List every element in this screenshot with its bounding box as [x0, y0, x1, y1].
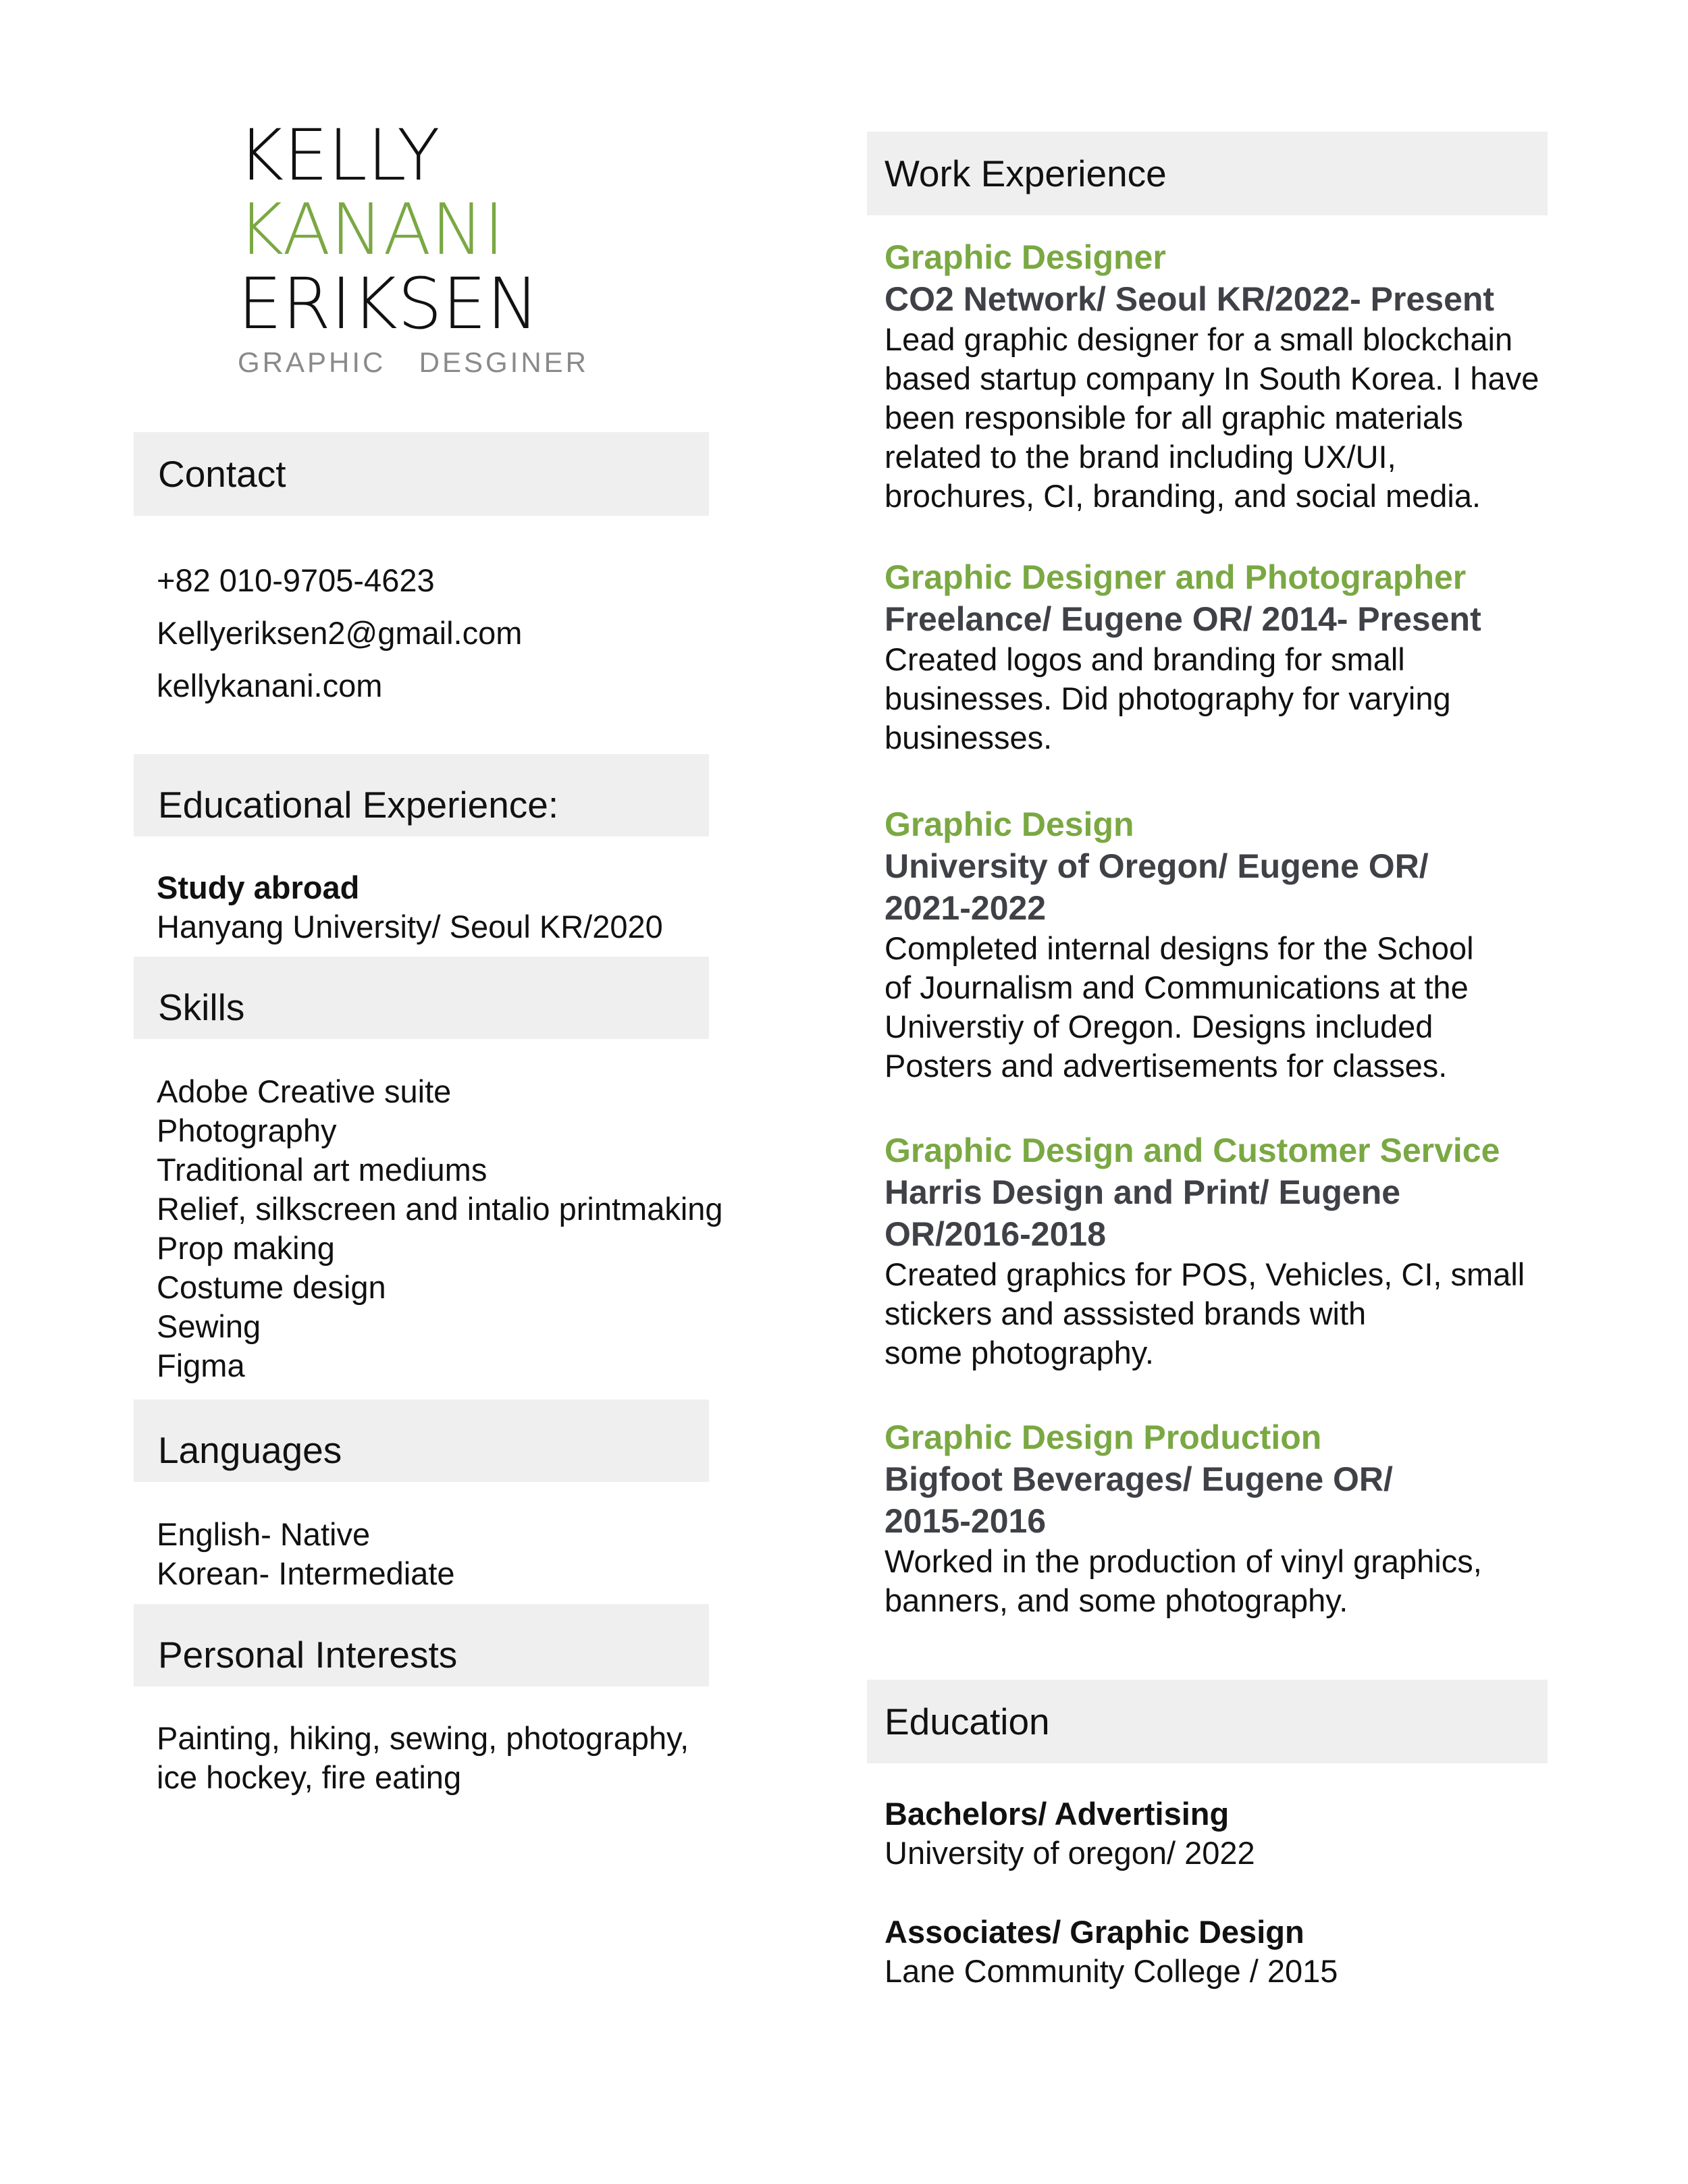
job-entry: [885, 1129, 1546, 1373]
job-description-line: businesses. Did photography for varying: [885, 681, 1451, 716]
work-experience-heading-label: Work Experience: [885, 153, 1167, 194]
personal-interests-text: [157, 1719, 689, 1797]
study-abroad-detail: Hanyang University/ Seoul KR/2020: [157, 909, 663, 944]
job-company-line: 2015-2016: [885, 1502, 1047, 1540]
study-abroad-program: Study abroad: [157, 870, 360, 905]
language-item: Korean- Intermediate: [157, 1555, 455, 1591]
job-company-line: 2021-2022: [885, 889, 1047, 927]
job-role: Graphic Design Production: [885, 1418, 1322, 1456]
skill-item: Figma: [157, 1348, 245, 1383]
job-company: [885, 1171, 1546, 1255]
job-description-line: Created logos and branding for small: [885, 641, 1405, 677]
job-company-line: CO2 Network/ Seoul KR/2022- Present: [885, 280, 1495, 318]
education-entry: [885, 1794, 1255, 1873]
languages-heading-label: Languages: [158, 1429, 342, 1471]
job-role: Graphic Designer and Photographer: [885, 558, 1467, 596]
education-school: University of oregon/ 2022: [885, 1835, 1255, 1871]
skills-heading: [134, 957, 709, 1039]
job-description-line: Created graphics for POS, Vehicles, CI, small: [885, 1256, 1525, 1292]
personal-interests-heading: [134, 1604, 709, 1686]
skill-item: Traditional art mediums: [157, 1152, 487, 1188]
job-description-line: Universtiy of Oregon. Designs included: [885, 1009, 1433, 1044]
job-company-line: Harris Design and Print/ Eugene: [885, 1173, 1401, 1211]
job-description-line: banners, and some photography.: [885, 1582, 1348, 1618]
job-description-line: brochures, CI, branding, and social media.: [885, 478, 1481, 514]
personal-interests-heading-label: Personal Interests: [158, 1634, 458, 1676]
job-role: Graphic Designer: [885, 238, 1166, 276]
job-title: GRAPHIC DESGINER: [238, 346, 589, 378]
skill-item: Costume design: [157, 1269, 386, 1305]
job-description: [885, 640, 1546, 757]
contact-website: kellykanani.com: [157, 668, 383, 703]
job-description-line: Completed internal designs for the School: [885, 930, 1474, 966]
job-description-line: some photography.: [885, 1335, 1154, 1370]
job-description-line: based startup company In South Korea. I have: [885, 361, 1539, 396]
job-description-line: Lead graphic designer for a small blockchain: [885, 321, 1513, 357]
job-description: [885, 929, 1546, 1086]
contact-email: Kellyeriksen2@gmail.com: [157, 615, 523, 651]
job-entry: [885, 803, 1546, 1086]
job-entry: [885, 236, 1546, 516]
educational-experience-heading: [134, 754, 709, 836]
job-description-line: Posters and advertisements for classes.: [885, 1048, 1448, 1084]
languages-list: [157, 1515, 455, 1593]
skills-heading-label: Skills: [158, 986, 245, 1028]
job-role: Graphic Design and Customer Service: [885, 1131, 1500, 1169]
contact-phone: +82 010-9705-4623: [157, 562, 435, 598]
education-heading-label: Education: [885, 1701, 1050, 1742]
job-company: [885, 278, 1546, 320]
job-description: [885, 320, 1546, 516]
education-degree: Bachelors/ Advertising: [885, 1796, 1230, 1832]
educational-experience-heading-label: Educational Experience:: [158, 784, 559, 826]
contact-heading: [134, 432, 709, 516]
job-role: Graphic Design: [885, 805, 1134, 843]
education-school: Lane Community College / 2015: [885, 1953, 1338, 1989]
name-first: KELLY: [238, 114, 440, 196]
job-company: [885, 1458, 1546, 1542]
education-degree: Associates/ Graphic Design: [885, 1914, 1304, 1950]
job-company-line: Freelance/ Eugene OR/ 2014- Present: [885, 600, 1481, 638]
interests-line: Painting, hiking, sewing, photography,: [157, 1720, 689, 1756]
job-description-line: stickers and asssisted brands with: [885, 1296, 1367, 1331]
job-entry: [885, 556, 1546, 757]
skill-item: Prop making: [157, 1230, 335, 1266]
job-description: [885, 1542, 1546, 1620]
job-description-line: businesses.: [885, 720, 1053, 755]
job-company-line: University of Oregon/ Eugene OR/: [885, 847, 1429, 885]
job-description-line: related to the brand including UX/UI,: [885, 439, 1396, 475]
skills-list: [157, 1072, 723, 1385]
job-description-line: of Journalism and Communications at the: [885, 969, 1469, 1005]
job-description-line: Worked in the production of vinyl graphics,: [885, 1543, 1482, 1579]
job-entry: [885, 1416, 1546, 1620]
education-heading: [867, 1680, 1548, 1763]
job-company-line: OR/2016-2018: [885, 1215, 1107, 1253]
skill-item: Sewing: [157, 1308, 261, 1344]
job-company-line: Bigfoot Beverages/ Eugene OR/: [885, 1460, 1393, 1498]
skill-item: Relief, silkscreen and intalio printmaking: [157, 1191, 723, 1227]
job-description-line: been responsible for all graphic materials: [885, 400, 1463, 435]
work-experience-heading: [867, 132, 1548, 215]
education-entry: [885, 1913, 1338, 1991]
language-item: English- Native: [157, 1516, 371, 1552]
contact-heading-label: Contact: [158, 453, 286, 495]
name-last: ERIKSEN: [238, 263, 539, 345]
languages-heading: [134, 1400, 709, 1482]
job-company: [885, 845, 1546, 929]
name-middle: KANANI: [238, 188, 504, 271]
skill-item: Adobe Creative suite: [157, 1073, 452, 1109]
interests-line: ice hockey, fire eating: [157, 1759, 462, 1795]
skill-item: Photography: [157, 1113, 337, 1148]
study-abroad-block: [157, 868, 663, 947]
job-company: [885, 598, 1546, 640]
job-description: [885, 1255, 1546, 1373]
